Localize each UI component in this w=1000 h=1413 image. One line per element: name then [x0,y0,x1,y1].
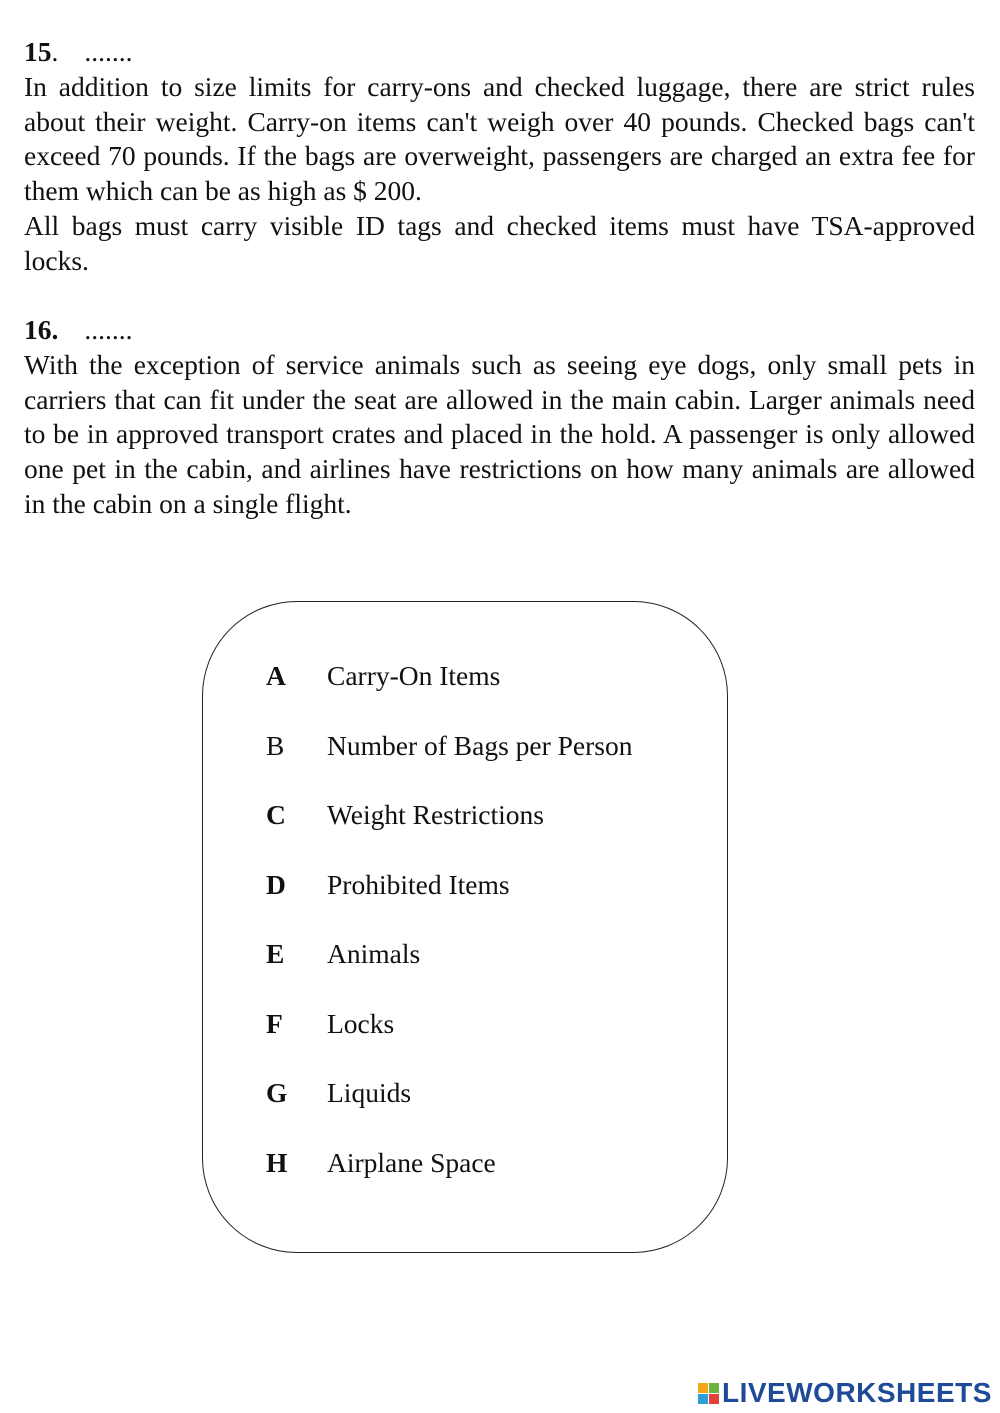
logo-text: LIVEWORKSHEETS [722,1377,992,1408]
question-header [24,35,975,70]
option-b [266,729,633,763]
question-number-punct: . [51,36,59,67]
option-g [266,1076,411,1110]
option-label: Number of Bags per Person [327,730,633,761]
option-label: Animals [327,938,421,969]
option-label: Liquids [327,1077,412,1108]
liveworksheets-logo[interactable] [698,1378,992,1408]
option-label: Airplane Space [327,1147,496,1178]
option-letter: B [266,730,285,761]
logo-square [698,1394,708,1404]
option-letter: A [266,660,286,691]
paragraph: In addition to size limits for carry-ons and checked luggage, there are strict rules about their weight. Carry-on items can't weigh over 40 pounds. Checked bags can't exceed 70 pounds. If the bags are overweight, passengers are charged an extra fee for them which can be as high as $ 200. [24,70,975,207]
answer-blank[interactable]: ....... [84,36,133,67]
question-15 [24,35,975,279]
option-letter: G [266,1077,288,1108]
option-label: Prohibited Items [327,869,510,900]
question-header [24,313,975,348]
option-label: Locks [327,1008,395,1039]
question-text [24,348,975,522]
question-number: 16 [24,314,52,345]
option-h [266,1146,496,1180]
question-number-punct: . [51,314,59,345]
logo-mark-icon [698,1383,719,1404]
option-letter: F [266,1008,283,1039]
option-c [266,798,544,832]
answer-blank[interactable]: ....... [84,314,133,345]
logo-square [709,1383,719,1393]
paragraph: With the exception of service animals such as seeing eye dogs, only small pets in carriers that can fit under the seat are allowed in the main cabin. Larger animals need to be in approved transport crates and placed in the hold. A passenger is only allowed one pet in the cabin, and airlines have restrictions on how many animals are allowed in the cabin on a single flight. [24,348,975,519]
question-16 [24,313,975,522]
option-letter: C [266,799,286,830]
option-label: Carry-On Items [327,660,501,691]
logo-square [709,1394,719,1404]
options-box [202,601,728,1253]
option-f [266,1007,394,1041]
option-letter: E [266,938,285,969]
option-a [266,659,500,693]
paragraph: All bags must carry visible ID tags and checked items must have TSA-approved locks. [24,209,975,276]
option-letter: H [266,1147,288,1178]
logo-square [698,1383,708,1393]
question-number: 15 [24,36,52,67]
option-d [266,868,510,902]
option-letter: D [266,869,286,900]
option-e [266,937,420,971]
question-text [24,70,975,279]
option-label: Weight Restrictions [327,799,544,830]
